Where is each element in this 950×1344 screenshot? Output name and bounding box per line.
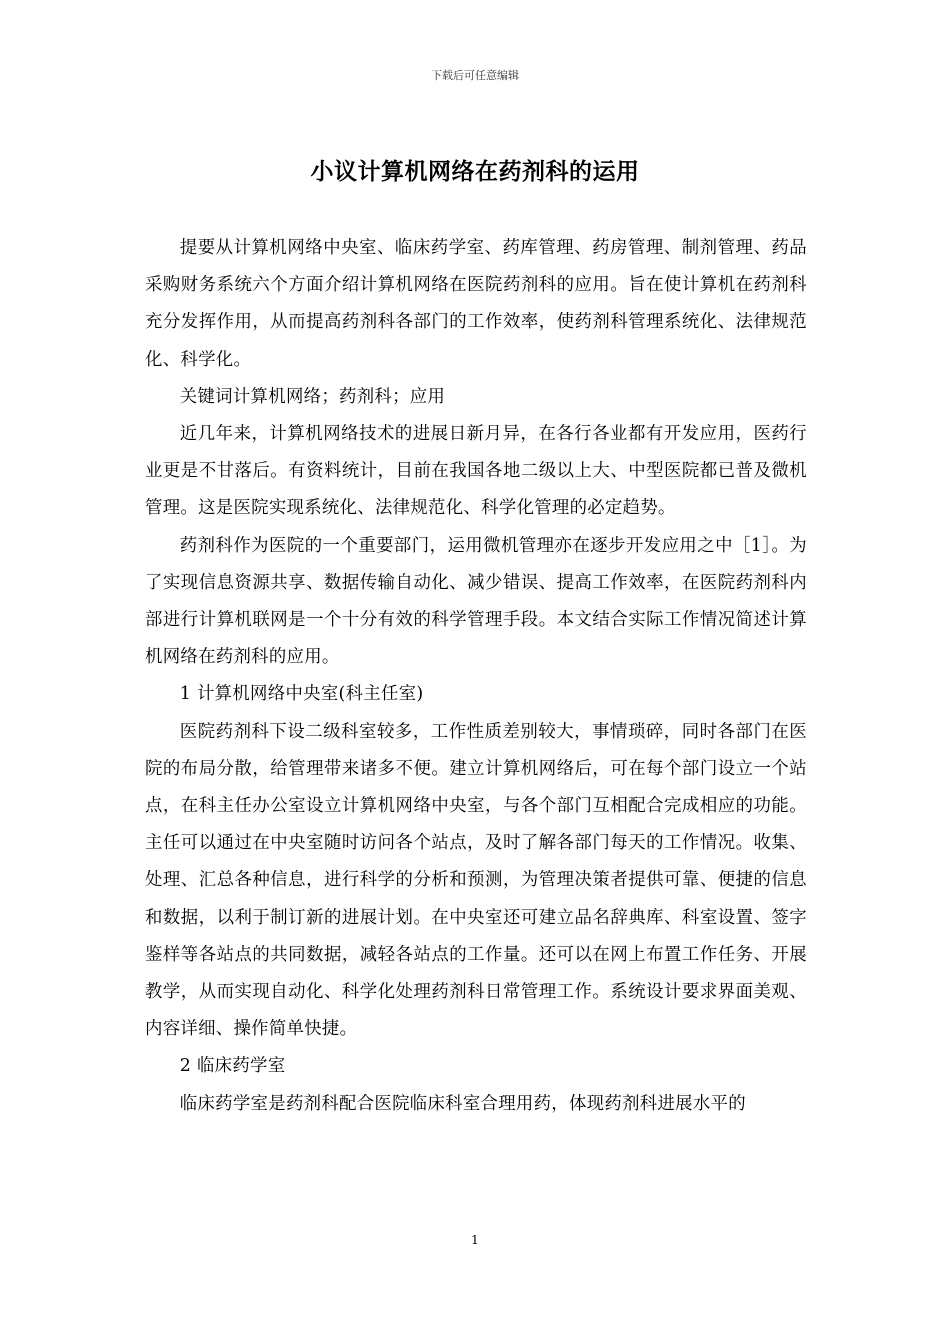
section-2-paragraph: 临床药学室是药剂科配合医院临床科室合理用药，体现药剂科进展水平的 [179,1093,746,1114]
keywords-paragraph: 关键词计算机网络；药剂科；应用 [179,386,446,407]
page-number: 1 [471,1233,479,1247]
abstract-paragraph: 提要从计算机网络中央室、临床药学室、药库管理、药房管理、制剂管理、药品采购财务系统六个方面介绍计算机网络在医院药剂科的应用。旨在使计算机在药剂科充分发挥作用，从而提高药剂科各部门的工作效率，使药剂科管理系统化、法律规范化、科学化。 [145,238,807,370]
section-heading-2: 2 临床药学室 [179,1056,286,1077]
document-title: 小议计算机网络在药剂科的运用 [310,159,640,185]
section-heading-1: 1 计算机网络中央室(科主任室) [179,684,424,705]
section-1-paragraph: 医院药剂科下设二级科室较多，工作性质差别较大，事情琐碎，同时各部门在医院的布局分散，给管理带来诸多不便。建立计算机网络后，可在每个部门设立一个站点，在科主任办公室设立计算机网络中央室，与各个部门互相配合完成相应的功能。主任可以通过在中央室随时访问各个站点，及时了解各部门每天的工作情况。收集、处理、汇总各种信息，进行科学的分析和预测，为管理决策者提供可靠、便捷的信息和数据，以利于制订新的进展计划。在中央室还可建立品名辞典库、科室设置、签字鉴样等各站点的共同数据，减轻各站点的工作量。还可以在网上布置工作任务、开展教学，从而实现自动化、科学化处理药剂科日常管理工作。系统设计要求界面美观、内容详细、操作简单快捷。 [145,721,807,1040]
intro-paragraph-1: 近几年来，计算机网络技术的进展日新月异，在各行各业都有开发应用，医药行业更是不甘落后。有资料统计，目前在我国各地二级以上大、中型医院都已普及微机管理。这是医院实现系统化、法律规范化、科学化管理的必定趋势。 [145,424,807,519]
header-note: 下载后可任意编辑 [431,69,519,82]
intro-paragraph-2: 药剂科作为医院的一个重要部门，运用微机管理亦在逐步开发应用之中［1］。为了实现信息资源共享、数据传输自动化、减少错误、提高工作效率，在医院药剂科内部进行计算机联网是一个十分有效的科学管理手段。本文结合实际工作情况简述计算机网络在药剂科的应用。 [145,535,807,668]
document-body [145,230,807,1123]
